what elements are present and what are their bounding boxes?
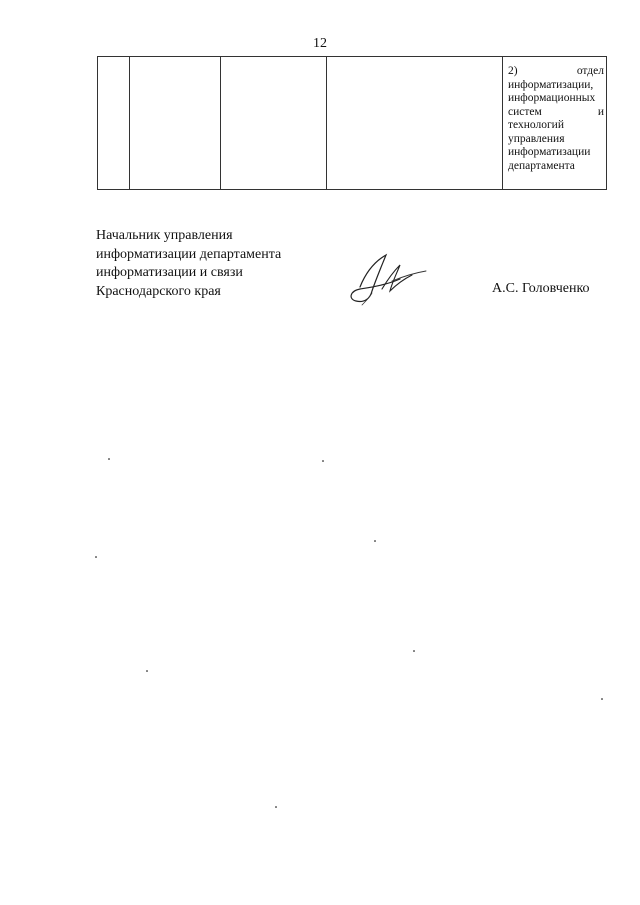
scan-speck — [95, 556, 97, 558]
scan-speck — [413, 650, 415, 652]
signatory-name: А.С. Головченко — [492, 281, 590, 296]
page-number: 12 — [313, 36, 327, 51]
table-cell-2 — [130, 57, 221, 190]
cell-line: 2) отдел — [508, 65, 604, 77]
table-cell-3 — [221, 57, 327, 190]
scan-speck — [601, 698, 603, 700]
scan-speck — [146, 670, 148, 672]
table-cell-1 — [98, 57, 130, 190]
table-row — [98, 57, 607, 190]
scan-speck — [108, 458, 110, 460]
cell-line: управления — [508, 132, 565, 145]
scan-speck — [322, 460, 324, 462]
scan-speck — [275, 806, 277, 808]
cell-line: департамента — [508, 159, 575, 172]
signatory-title — [96, 227, 281, 301]
cell-line: систем и — [508, 105, 604, 118]
cell-line: информационных — [508, 92, 596, 104]
scan-speck — [374, 540, 376, 542]
cell-line: информатизации, — [508, 78, 594, 91]
handwritten-signature — [342, 249, 432, 307]
signatory-title-line: Краснодарского края — [96, 283, 221, 299]
table-cell-4 — [327, 57, 503, 190]
responsible-unit-text — [503, 57, 606, 173]
table-cell-5 — [503, 57, 607, 190]
cell-line: технологий — [508, 119, 564, 131]
signatory-title-line: информатизации и связи — [96, 265, 243, 280]
signatory-title-line: Начальник управления — [96, 228, 233, 243]
signatory-title-line: информатизации департамента — [96, 246, 282, 262]
cell-line: информатизации — [508, 146, 591, 158]
document-table — [97, 56, 607, 190]
